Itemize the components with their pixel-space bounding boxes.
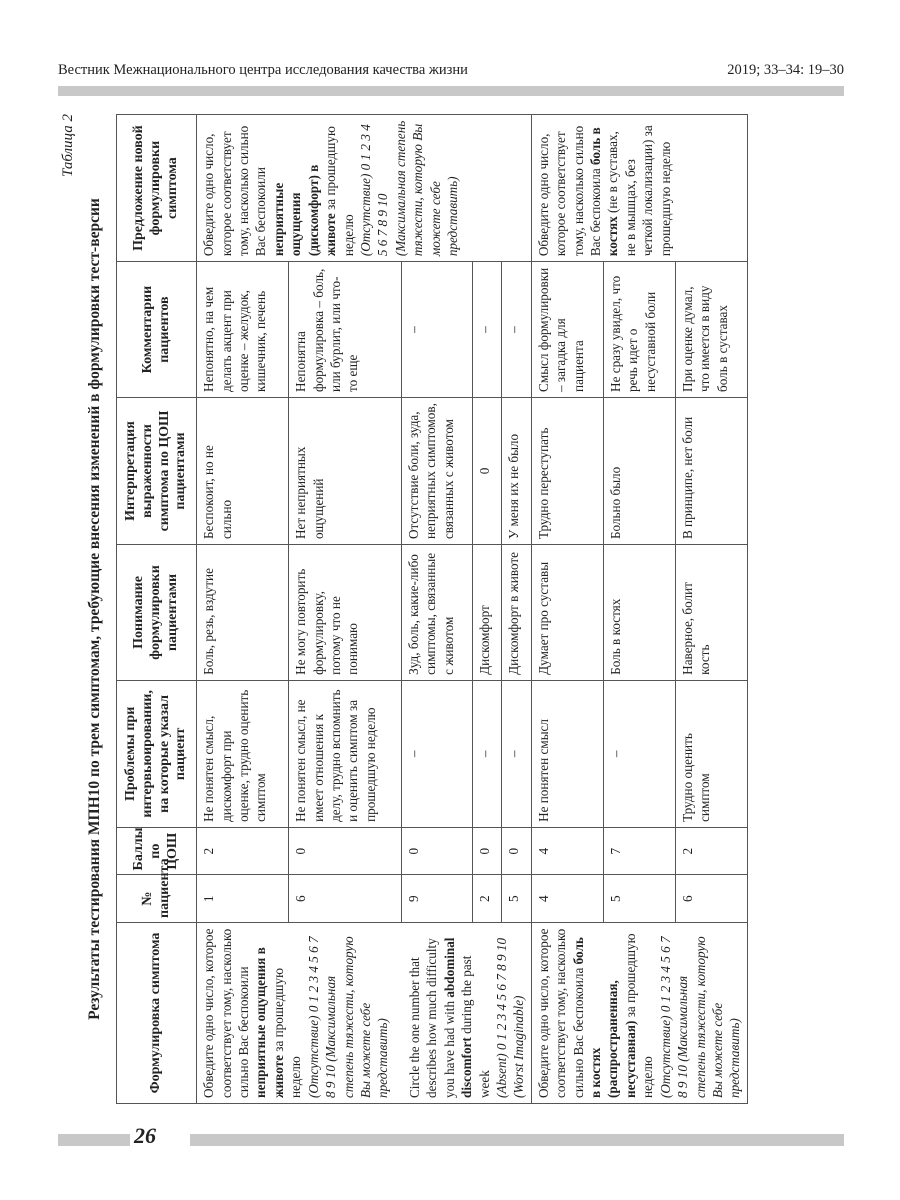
interpretation: В принципе, нет боли — [675, 397, 747, 544]
footer-bar-right — [190, 1134, 844, 1146]
patient-number: 6 — [675, 875, 747, 923]
symptom-highlight-en: abdominal discomfort — [441, 937, 475, 1098]
score: 4 — [531, 827, 603, 875]
patient-number: 4 — [531, 875, 603, 923]
symptom-wording-cell: Обведите одно число, которое соответствует тому, насколько сильно Вас беспокоила боль в костях (распространенная, несуставная) за прошедшую неделю (Отсутствие) 0 1 2 3 4 5 6 7 8 9 10 (Максимальная степень тяжести, которую Вы можете себе представить) — [531, 922, 747, 1103]
interpretation: Трудно переступать — [531, 397, 603, 544]
journal-citation: 2019; 33–34: 19–30 — [727, 62, 844, 78]
scale-text-en: (Absent) 0 1 2 3 4 5 6 7 8 9 10 (Worst Imaginable) — [493, 937, 527, 1098]
comments: Непонятно, на чем делать акцент при оценке – желудок, кишечник, печень — [197, 262, 289, 398]
patient-number: 5 — [502, 875, 531, 923]
understanding: Боль, резь, вздутие — [197, 545, 289, 681]
col-header-problems: Проблемы при интервьюировании, на которые указал пациент — [117, 680, 197, 827]
rotated-table-area — [60, 114, 850, 1104]
comments: Не сразу увидел, что речь идет о несуставной боли — [603, 262, 675, 398]
scale-text: (Отсутствие) 0 1 2 3 4 5 6 7 8 9 10 (Максимальная степень тяжести, которую Вы можете себе представить) — [305, 936, 391, 1098]
col-header-wording: Формулировка симптома — [117, 922, 197, 1103]
proposal-cell: Обведите одно число, которое соответствует тому, насколько сильно Вас беспокоили неприятные ощущения (дискомфорт) в животе за прошедшую неделю (Отсутствие) 0 1 2 3 4 5 6 7 8 9 10 (Максимальная степень тяжести, которую Вы можете себе представить) — [197, 115, 532, 262]
interpretation: У меня их не было — [502, 397, 531, 544]
problems: – — [603, 680, 675, 827]
patient-number: 2 — [473, 875, 502, 923]
col-header-patient: № пациента — [117, 875, 197, 923]
results-table — [116, 114, 748, 1104]
problems: Не понятен смысл, не имеет отношения к делу, трудно вспомнить и оценить симптом за прошедшую неделю — [289, 680, 402, 827]
footer-bar-left — [58, 1134, 130, 1146]
table-row — [197, 115, 289, 1104]
col-header-comments: Комментарии пациентов — [117, 262, 197, 398]
problems: Не понятен смысл — [531, 680, 603, 827]
symptom-wording-cell: Обведите одно число, которое соответствует тому, насколько сильно Вас беспокоили неприятные ощущения в животе за прошедшую неделю (Отсутствие) 0 1 2 3 4 5 6 7 8 9 10 (Максимальная степень тяжести, которую Вы можете себе представить) Circle the one number that describes how much difficulty you have had with abdominal discomfort during the past week (Absent) 0 1 2 3 4 5 6 7 8 9 10 (Worst Imaginable) — [197, 922, 532, 1103]
interpretation: Нет неприятных ощущений — [289, 397, 402, 544]
table-title: Результаты тестирования МПН10 по трем симптомам, требующие внесения изменений в формулировки тест-версии — [86, 198, 103, 1020]
comments: – — [502, 262, 531, 398]
interpretation: Отсутствие боли, зуда, неприятных симптомов, связанных с животом — [402, 397, 473, 544]
score: 0 — [402, 827, 473, 875]
col-header-understanding: Понимание формулировки пациентами — [117, 545, 197, 681]
comments: Непонятна формулировка – боль, или бурлит, или что-то еще — [289, 262, 402, 398]
comments: – — [473, 262, 502, 398]
problems: – — [402, 680, 473, 827]
symptom-highlight: боль в костях (распространенная, несуставная) — [570, 937, 638, 1098]
problems: Трудно оценить симптом — [675, 680, 747, 827]
comments: При оценке думал, что имеется в виду боль в суставах — [675, 262, 747, 398]
col-header-interpretation: Интерпретация выраженности симптома по ЦОШ пациентами — [117, 397, 197, 544]
interpretation: 0 — [473, 397, 502, 544]
scale-text: (Отсутствие) 0 1 2 3 4 5 6 7 8 9 10 (Максимальная степень тяжести, которую Вы можете себе представить) — [657, 936, 743, 1098]
patient-number: 9 — [402, 875, 473, 923]
score: 2 — [197, 827, 289, 875]
understanding: Зуд, боль, какие-либо симптомы, связанные с животом — [402, 545, 473, 681]
table-header-row — [117, 115, 197, 1104]
symptom-highlight: неприятные ощущения в животе — [253, 947, 286, 1098]
table-row — [531, 115, 603, 1104]
score: 0 — [289, 827, 402, 875]
understanding: Наверное, болит кость — [675, 545, 747, 681]
understanding: Дискомфорт в животе — [502, 545, 531, 681]
problems: Не понятен смысл, дискомфорт при оценке, трудно оценить симптом — [197, 680, 289, 827]
proposal-scale: (Отсутствие) 0 1 2 3 4 5 6 7 8 9 10 (Максимальная степень тяжести, которую Вы можете себе представить) — [357, 120, 461, 257]
comments: – — [402, 262, 473, 398]
patient-number: 5 — [603, 875, 675, 923]
understanding: Дискомфорт — [473, 545, 502, 681]
interpretation: Беспокоит, но не сильно — [197, 397, 289, 544]
problems: – — [502, 680, 531, 827]
journal-title: Вестник Межнационального центра исследования качества жизни — [58, 62, 468, 78]
patient-number: 1 — [197, 875, 289, 923]
understanding: Боль в костях — [603, 545, 675, 681]
comments: Смысл формулировки – загадка для пациента — [531, 262, 603, 398]
problems: – — [473, 680, 502, 827]
score: 0 — [502, 827, 531, 875]
score: 2 — [675, 827, 747, 875]
proposal-highlight: боль в костях — [588, 127, 621, 257]
col-header-proposal: Предложение новой формулировки симптома — [117, 115, 197, 262]
patient-number: 6 — [289, 875, 402, 923]
proposal-cell: Обведите одно число, которое соответствует тому, насколько сильно Вас беспокоила боль в костях (не в суставах, не в мышцах, без четкой локализации) за прошедшую неделю — [531, 115, 747, 262]
score: 0 — [473, 827, 502, 875]
page-number: 26 — [134, 1123, 156, 1148]
understanding: Не могу повторить формулировку, потому что не понимаю — [289, 545, 402, 681]
interpretation: Больно было — [603, 397, 675, 544]
running-header — [58, 60, 844, 86]
score: 7 — [603, 827, 675, 875]
proposal-highlight: неприятные ощущения (дискомфорт) в животе — [270, 164, 339, 257]
understanding: Думает про суставы — [531, 545, 603, 681]
header-rule — [58, 86, 844, 96]
table-label: Таблица 2 — [60, 114, 76, 177]
col-header-score: Баллы по ЦОШ — [117, 827, 197, 875]
